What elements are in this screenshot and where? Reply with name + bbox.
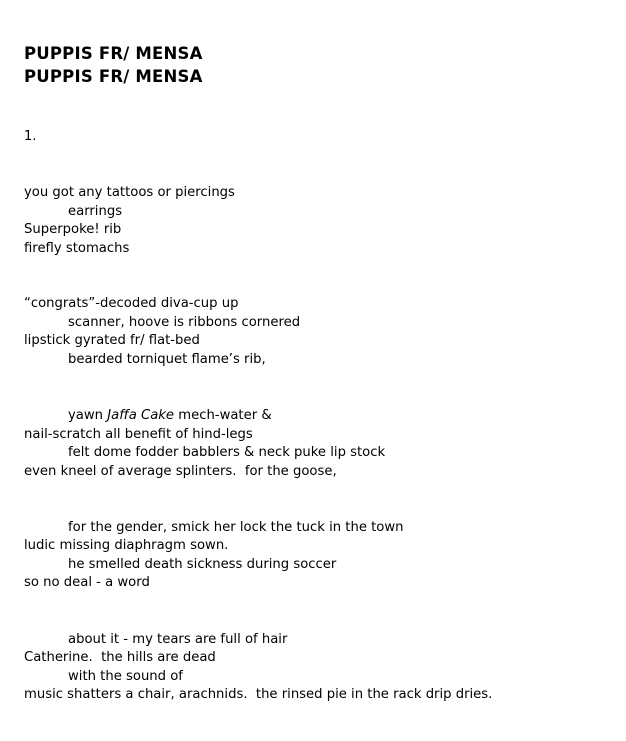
poem-line: with the sound of [68,669,183,684]
poem-line: earrings [68,204,123,219]
poem-line: “congrats”-decoded diva-cup up [24,296,239,311]
poem-line: felt dome fodder babblers & neck puke lip stock [68,445,386,460]
poem-line: Superpoke! rib [24,222,122,237]
poem-line: nail-scratch all benefit of hind-legs [24,427,253,442]
poem-line: bearded torniquet flame’s rib, [68,352,266,367]
poem-line: you got any tattoos or piercings [24,185,235,200]
poem-line: for the gender, smick her lock the tuck in the town [68,520,404,535]
poem-line-part: yawn [68,408,108,423]
poem-line: so no deal - a word [24,575,150,590]
poem-line [68,406,272,425]
poem-line: firefly stomachs [24,241,130,256]
poem-title-repeat: PUPPIS FR/ MENSA [24,67,203,86]
poem-line-part: mech-water & [174,408,272,423]
poem-line: he smelled death sickness during soccer [68,557,337,572]
poem-line: even kneel of average splinters. for the goose, [24,464,337,479]
poem-line: music shatters a chair, arachnids. the rinsed pie in the rack drip dries. [24,687,493,702]
poem-line: Catherine. the hills are dead [24,650,216,665]
poem-line: scanner, hoove is ribbons cornered [68,315,301,330]
poem-line: ludic missing diaphragm sown. [24,538,229,553]
poem-line: about it - my tears are full of hair [68,632,288,647]
italic-title: Jaffa Cake [107,408,175,423]
section-number: 1. [24,129,37,144]
poem-title: PUPPIS FR/ MENSA [24,44,203,63]
poem-line: lipstick gyrated fr/ flat-bed [24,333,200,348]
